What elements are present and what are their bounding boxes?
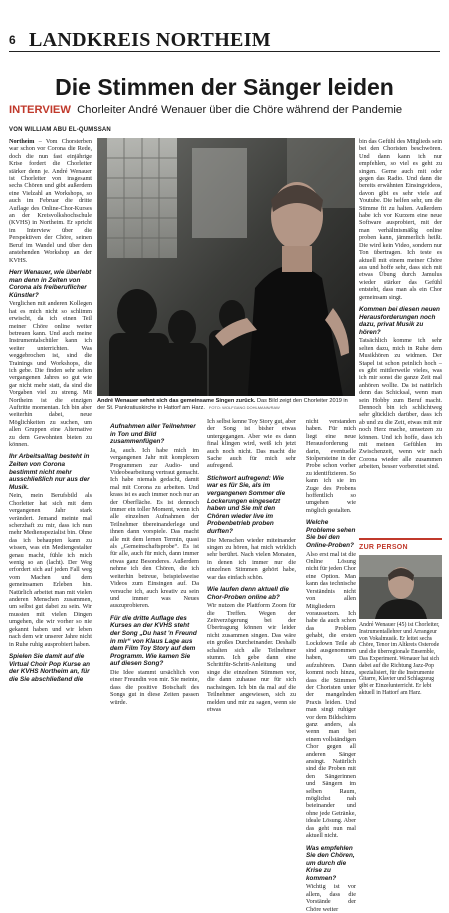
- photo-caption: [97, 396, 355, 411]
- page-header: [9, 30, 440, 52]
- answer: Die Menschen wieder miteinander singen zu hören, hat mich wirklich sehr berührt. Nach vielen Monaten, in denen ich immer nur die einzelnen Stimmen gehört habe, war das einfach schön.: [207, 536, 296, 581]
- page-number: 6: [9, 33, 16, 47]
- answer: Ich selbst kenne Toy Story gut, aber der Song ist bisher etwas untergegangen. Aber wie es dann final klingen wird, weiß ich jetzt auch noch nicht. Das macht die Sache auch für mich sehr aufregend.: [207, 418, 296, 470]
- answer: Verglichen mit anderen Kollegen hat es mich nicht so schlimm erwischt, da ich einen Teil meiner Chöre online weiter betreuen kann. Und auch meine Instrumentalschüler kann ich weiter unterrichten. Was weggebrochen ist, sind die Trainings und Workshops, die ich gebe. Die finden sehr selten vergangenen Jahres so gut wie gar nicht mehr statt, da sind die Vorgaben viel zu streng. Mit Northeim ist die einzigen Auftritte momentan. Ich bin aber weiterhin dabei, neue Möglichkeiten zu suchen, um allen Gruppen eine Alternative zu dem Gewohnten bieten zu können.: [9, 300, 92, 448]
- answer: bin das Gefühl des Mitglieds sein bei den Choristen beschwören. Und dann kann ich nur empfehlen, so viel es geht zu singen. Gerne auch mit oder gegen das Radio. Und dann die bereits erwähnten Einsingvideos, davon gibt es sehr viele auf Youtube. Die helfen sehr, um die Stimme fit zu halten. Außerdem habe ich vor Kurzem eine neue Software ausprobiert, mit der man verhältnismäßig online proben kann, jämmerlich heißt. Die wird kein Video, sondern nur Ton übertragen. Ich teste es aktuell mit einem meiner Chöre aus und hoffe sehr, dass sich mit etwas Übung durch Jamulus wieder stärker das Gefühl entsteht, dass man als ein Chor gemeinsam singt.: [359, 138, 443, 301]
- article-column-1: [9, 138, 92, 688]
- caption-lead: André Wenauer sehnt sich das gemeinsame Singen zurück.: [97, 398, 256, 404]
- question: Spielen Sie damit auf die Virtual Choir Pop Kurse an der KVHS Northeim an, für die Sie abschließend die: [9, 652, 91, 683]
- article-column-5: [359, 138, 442, 533]
- question: Aufnahmen aller Teilnehmer in Ton und Bild zusammenfügen?: [110, 423, 196, 446]
- question: Für die dritte Auflage des Kurses an der KVHS steht der Song „Du hast 'n Freund in mir“ von Klaus Lage aus dem Film Toy Story auf dem Programm. Wie kamen Sie auf diesen Song?: [110, 614, 197, 668]
- intro-text: – Vom Chorsterben war schon vor Corona die Rede, doch die nun fast einjährige Krise fordert die Chorleiter stärker denn je. André Wenauer ist Chorleiter von insgesamt sechs Chören und gibt außerdem eine Vielzahl an Workshops, so auch im Februar die dritte Auflage des Online-Chor-Kurses an der Kreisvolkshochschule (KVHS) in Northeim. Er spricht im Interview über die Perspektiven der Chöre, seinen Beruf im Wandel und über den anstehenden Workshop an der KVHS.: [9, 138, 92, 264]
- photo-illustration: [97, 138, 355, 408]
- question: Wie laufen denn aktuell die Chor-Proben online ab?: [207, 586, 289, 601]
- photo-credit: FOTO: WOLFGANG DOHLMANN/RAW: [208, 404, 280, 410]
- answer: Wir nutzen die Plattform Zoom für die Treffen. Wegen der Zeitverzögerung bei der Übertragung können wir leider nicht zusammen singen. Das wäre ein großes Durcheinander. Deshalb schalten sich alle Teilnehmer stumm. Ich gebe dann eine Schrittfür-Schritt-Anleitung und singe die einzelnen Stimmen vor, die dann zuhause nur für sich nachsingen. Ich bin da mal auf die Teilnehmer angewiesen, sich zu melden und mir zu sagen, wenn sie etwas: [207, 602, 296, 713]
- dateline: Northeim: [9, 138, 35, 145]
- question: Welche Probleme sehen Sie bei den Online-Proben?: [306, 519, 356, 550]
- subheadline-text: Chorleiter André Wenauer über die Chöre während der Pandemie: [77, 104, 403, 116]
- question: Stichwort aufregend: Wie war es für Sie, als im vergangenen Sommer die Lockerungen eingesetzt haben und Sie mit den Chören wieder live im Probenbetrieb proben durften?: [207, 474, 286, 535]
- intro-paragraph: [9, 138, 92, 264]
- question: Herr Wenauer, wie überlebt man denn in Zeiten von Corona als freiberuflicher Künstler?: [9, 268, 92, 299]
- headline: Die Stimmen der Sänger leiden: [55, 74, 394, 100]
- question: Was empfehlen Sie den Chören, um durch die Krise zu kommen?: [306, 844, 355, 882]
- answer: Tatsächlich komme ich sehr selten dazu, mich in Ruhe dem Musikhören zu widmen. Der Stapel ist schon peinlich hoch – es gibt mittlerweile vieles, was ich mir sonst die ganze Zeit mal anhören wollte. Da ist natürlich denn das Schicksal, wenn man sein Hobby zum Beruf macht. Dennoch bin ich schlichtweg sehr glücklich darüber, dass ich ab und zu die Zeit, etwas mit mir noch Herz mache, umsetzen zu können. Und ich hoffe, dass ich mit meinen Gefühlen im Zwischenzeit, wenn wir nach Corona wieder alle zusammen arbeiten, besser vorbereitet sind.: [359, 337, 442, 471]
- answer: Ja, auch. Ich habe mich im vergangenen Jahr mit komplexen Programmen zur Audio- und Videobearbeitung vertraut gemacht. Ich habe niemals gedacht, damit mal mit Corona zu arbeiten. Und krass ist es auch immer noch nur an der Oberfläche. Es ist dennoch immer ein toller Moment, wenn ich alle einzelnen Aufnahmen der Teilnehmer übereinanderlege und ihnen dann vorspiele. Das macht alle mit dem lernen Termin, quasi als „Gemeinschaftsprobe“. Es ist für alle, auch für mich, dann immer etwas ganz Besonderes. Außerdem nehme ich den Chören, die ich weiterhin betreue, beispielsweise Videos zum Einsingen auf. Da versuche ich, auch kreativ zu sein und immer was Neues auszuprobieren.: [110, 446, 199, 610]
- subheadline: [9, 104, 440, 116]
- zur-person-label: ZUR PERSON: [359, 544, 408, 551]
- zur-person-box: [359, 538, 442, 696]
- answer: Die Idee stammt ursächlich von einer Freundin von mir. Sie meinte, dass die positive Botschaft des Songs gut in diese Zeiten passen würde.: [110, 668, 199, 706]
- kicker: INTERVIEW: [9, 104, 71, 116]
- article-column-2: [110, 418, 199, 706]
- question: Ihr Arbeitsalltag besteht in Zeiten von Corona bestimmt nicht mehr ausschließlich nur aus der Musik.: [9, 453, 90, 491]
- byline: VON WILLIAM ABU EL-QUMSSAN: [9, 127, 111, 133]
- caption-text: Das Bild zeigt den Chorleiter 2019 in der St. Pankratiuskirche in Hattorf am Harz.: [97, 398, 348, 411]
- zur-person-bio: André Wenauer (45) ist Chorleiter, Instrumentallehrer und Arrangeur von Vokalmusik. Er leitet sechs Chöre, Tenor im Altkreis Osterode und die überregionale Ensemble, Das Experiment. Wenauer hat sich dabei auf die Richtung Jazz-Pop spezialisiert, für die Instrumente Gitarre, Klavier und Schlagzeug gibt er Einzelunterricht. Er lebt aktuell in Hattorf am Harz.: [359, 622, 440, 696]
- answer: Wichtig ist vor allem, dass die Vorstände der Chöre weiter: [306, 883, 356, 913]
- article-column-3: [207, 418, 296, 713]
- section-title: LANDKREIS NORTHEIM: [29, 29, 271, 51]
- answer: Nein, mein Berufsbild als Chorleiter hat sich mit dem vergangenen Jahr stark verändert. Jemand meinte mal scherzhaft zu mir, dass ich nun mehr Medienspezialist bin. Ohne das ich behaupten kann zu wissen, was ein Mediengestalter genau macht, fühle ich mich wenig so an (lacht). Der Weg erfordert sich auf jeden Fall weg vom Machen und dem gemeinsamen Erleben hin. Natürlich arbeitet man mit vielen anderen Menschen zusammen, um selbst gut dabei zu sein. Wir mussten mit vielen Dingen umgehen, die wir vorher so nie gekannt haben und wir leben nach dem wir unserer Jahre nicht in Ruhe ruhig ausprobiert haben.: [9, 492, 92, 648]
- answer: nicht verstanden haben. Für mich liegt eine neue Herausforderung darin, eventuelle Stolpersteine in der Probe schon vorher zu identifizieren. So kann ich sie im Zuge des Probens hoffentlich so umgehen wie möglich gestalten.: [306, 418, 356, 514]
- article-photo: [97, 138, 355, 408]
- answer: Also erst mal ist die Online Lösung nicht für jeden Chor eine Option. Man kann das technische Verständnis nicht von allen Mitgliedern voraussetzen. Ich habe da auch schon das Problem gehabt, die ersten Lockdown Teile ab sind ausgenommen haben, um aufzuhören. Dann kommt noch hinzu, dass die Stimmen der Choristen unter der mangelnden Praxis leiden. Und man singt ruhiger vor dem Bildschirm ganz anders, als wenn man bei einem vollständigen Chor gegen all anderen Sänger ansingt. Natürlich sind die Proben mit den Sängerinnen und Sängern im selben Raum, möglichst nah beieinander und ohne jede Getränke, ideale Lösung. Aber das geht nun mal aktuell nicht.: [306, 550, 357, 840]
- article-column-4: [306, 418, 357, 913]
- portrait-photo: [359, 555, 442, 619]
- portrait-illustration: [359, 555, 442, 619]
- question: Kommen bei diesen neuen Herausforderungen noch dazu, privat Musik zu hören?: [359, 305, 440, 336]
